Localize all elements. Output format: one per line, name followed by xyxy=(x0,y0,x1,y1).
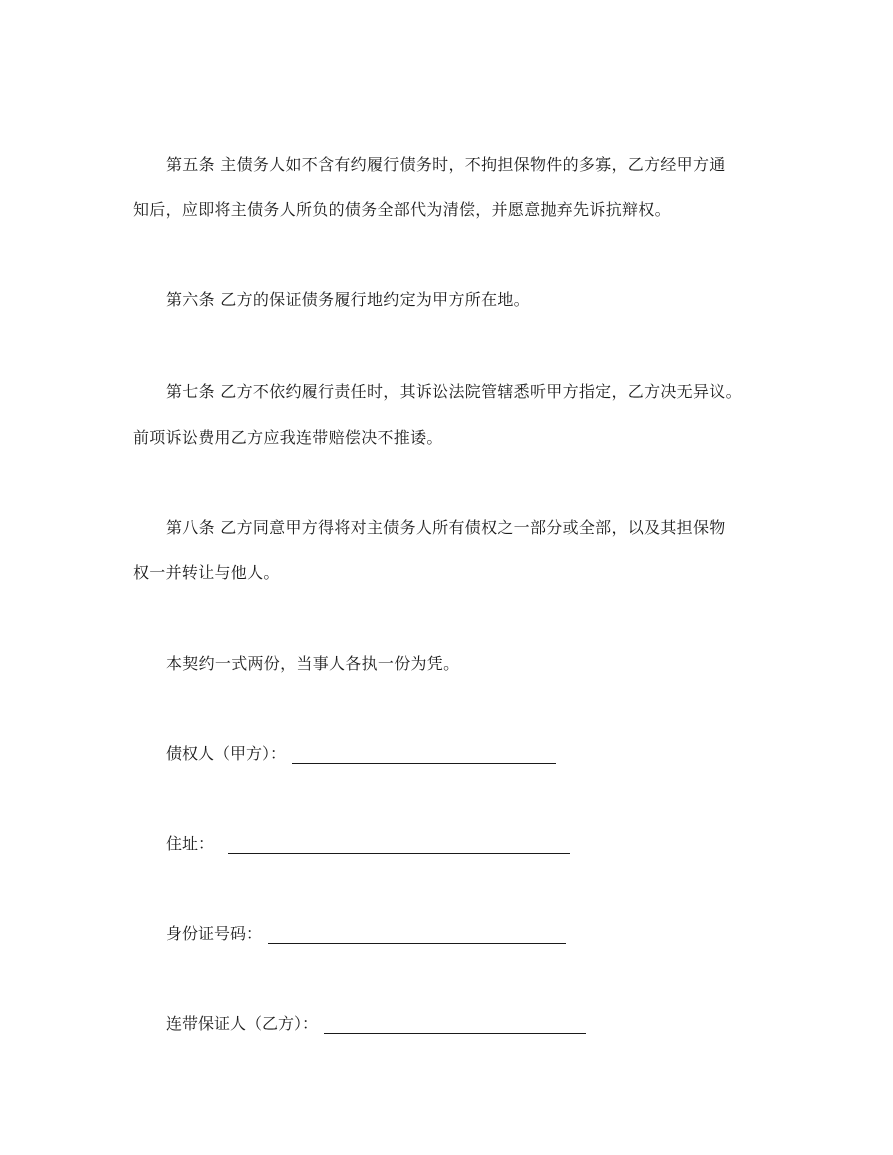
article-6-line-1: 第六条 乙方的保证债务履行地约定为甲方所在地。 xyxy=(166,290,530,309)
creditor-field xyxy=(166,744,556,764)
id-number-blank-line[interactable] xyxy=(268,925,566,944)
article-5-line-2: 知后，应即将主债务人所负的债务全部代为清偿，并愿意抛弃先诉抗辩权。 xyxy=(133,200,671,219)
guarantor-blank-line[interactable] xyxy=(324,1015,586,1034)
article-8-line-1: 第八条 乙方同意甲方得将对主债务人所有债权之一部分或全部，以及其担保物 xyxy=(166,518,726,537)
article-5-line-1: 第五条 主债务人如不含有约履行债务时，不拘担保物件的多寡，乙方经甲方通 xyxy=(166,155,726,174)
article-7-line-1: 第七条 乙方不依约履行责任时，其诉讼法院管辖悉听甲方指定，乙方决无异议。 xyxy=(166,382,742,401)
article-7-line-2: 前项诉讼费用乙方应我连带赔偿决不推诿。 xyxy=(133,428,443,447)
article-8-line-2: 权一并转让与他人。 xyxy=(133,563,280,582)
guarantor-label: 连带保证人（乙方）： xyxy=(166,1014,319,1033)
id-number-field xyxy=(166,924,566,944)
address-label: 住址： xyxy=(166,834,215,853)
closing-statement: 本契约一式两份，当事人各执一份为凭。 xyxy=(166,654,460,673)
creditor-label: 债权人（甲方）： xyxy=(166,744,287,763)
id-number-label: 身份证号码： xyxy=(166,924,263,943)
guarantor-field xyxy=(166,1014,586,1034)
creditor-blank-line[interactable] xyxy=(292,745,556,764)
address-field xyxy=(166,834,570,854)
address-blank-line[interactable] xyxy=(228,835,570,854)
